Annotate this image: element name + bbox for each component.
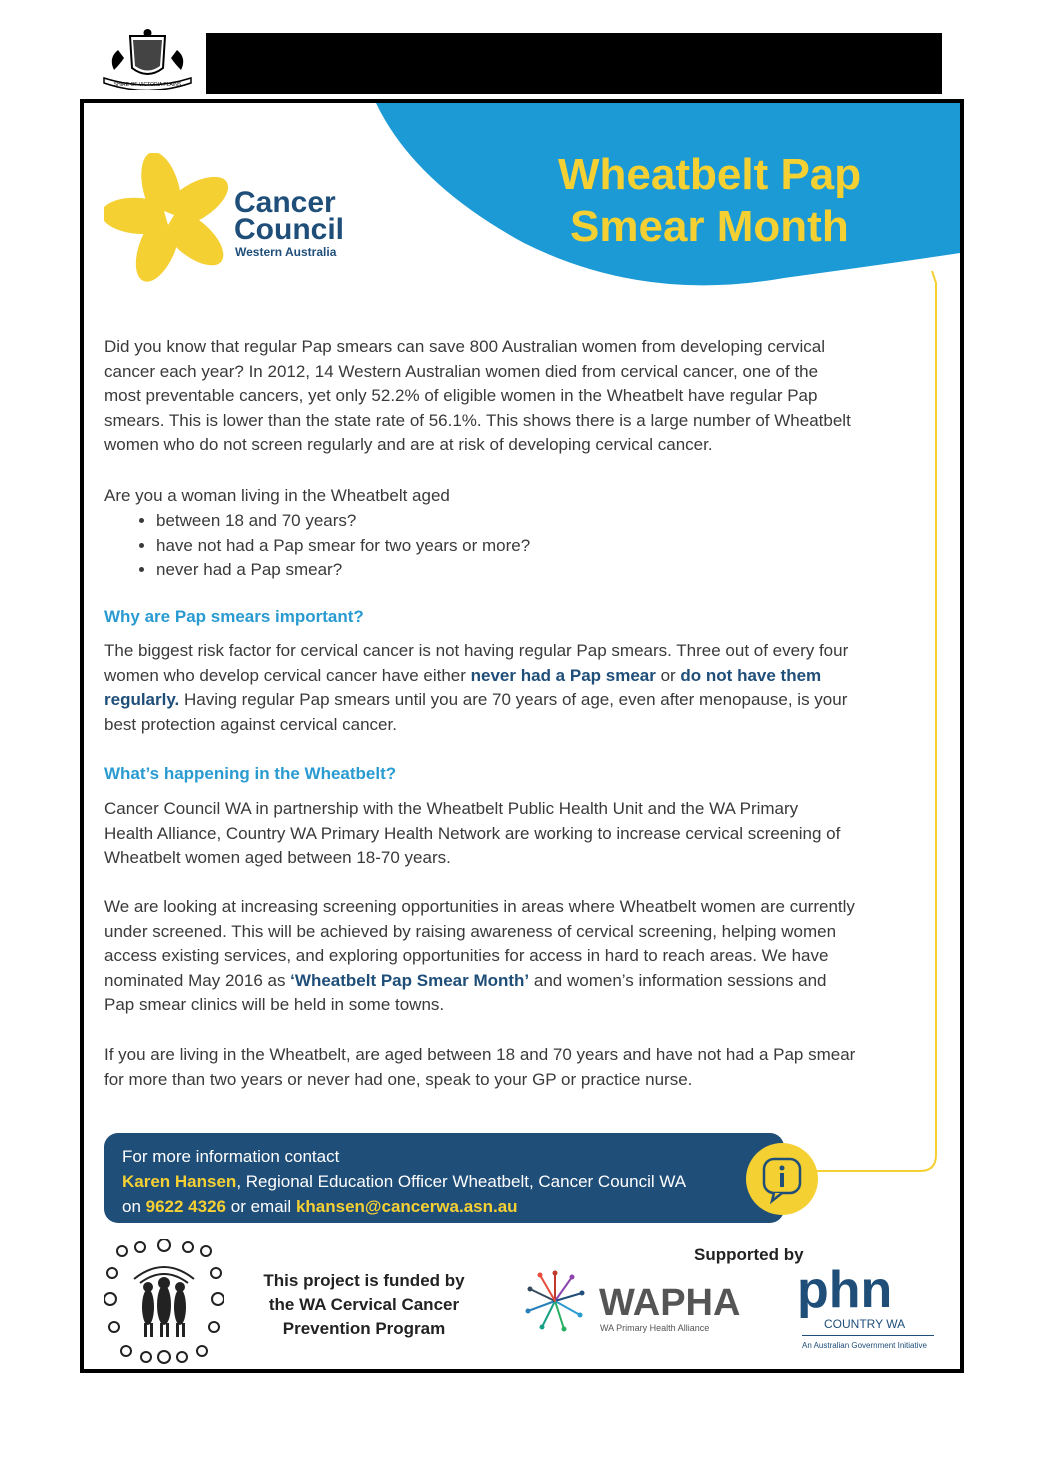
intro-paragraph <box>104 335 896 458</box>
text-line: The biggest risk factor for cervical cancer is not having regular Pap smears. Three out of every four <box>104 641 849 660</box>
emphasis-text: ‘Wheatbelt Pap Smear Month’ <box>290 970 530 990</box>
phn-initiative-text: An Australian Government Initiative <box>802 1341 927 1350</box>
logo-word-cancer: Cancer <box>234 186 336 219</box>
text-line: under screened. This will be achieved by raising awareness of cervical screening, helping women <box>104 921 837 941</box>
contact-name: Karen Hansen <box>122 1172 237 1191</box>
why-heading: Why are Pap smears important? <box>104 607 364 626</box>
text-segment: or <box>655 665 681 685</box>
text-line: for more than two years or never had one, speak to your GP or practice nurse. <box>104 1069 693 1089</box>
title-line-2: Smear Month <box>570 202 849 251</box>
text-line <box>104 664 896 689</box>
phn-logo-subtitle: COUNTRY WA <box>824 1317 906 1331</box>
text-line: This project is funded by <box>263 1271 465 1290</box>
text-segment: or email <box>226 1197 296 1216</box>
shire-crest-logo <box>100 28 195 90</box>
logo-subtitle: Western Australia <box>235 245 337 259</box>
crest-motto: SHIRE OF VICTORIA PLAINS <box>113 82 182 88</box>
contact-details-line <box>122 1195 518 1220</box>
phn-divider <box>802 1335 934 1336</box>
text-segment: and women’s information sessions and <box>529 970 827 990</box>
title-line-1: Wheatbelt Pap <box>558 150 862 199</box>
text-line: Cancer Council WA in partnership with the Wheatbelt Public Health Unit and the WA Primary <box>104 799 799 818</box>
contact-role: , Regional Education Officer Wheatbelt, Cancer Council WA <box>236 1172 687 1191</box>
redacted-header-bar <box>206 33 942 94</box>
text-segment: women who develop cervical cancer have either <box>104 665 471 685</box>
text-line: access existing services, and exploring opportunities for access in hard to reach areas. We have <box>104 946 829 965</box>
info-icon <box>744 1141 820 1217</box>
text-line: If you are living in the Wheatbelt, are aged between 18 and 70 years and have not had a Pap smear <box>104 1045 856 1064</box>
list-item: • have not had a Pap smear for two years or more? <box>156 534 530 559</box>
text-line: women who do not screen regularly and are at risk of developing cervical cancer. <box>104 435 713 454</box>
funding-statement <box>254 1269 474 1341</box>
contact-lead: For more information contact <box>122 1147 340 1166</box>
aboriginal-artwork-logo <box>104 1239 224 1365</box>
wapha-burst-icon <box>524 1269 586 1333</box>
list-item: • between 18 and 70 years? <box>156 509 530 534</box>
emphasis-text: never had a Pap smear <box>470 665 656 685</box>
happening-paragraph-3 <box>104 1043 896 1092</box>
daffodil-logo-icon <box>104 153 234 283</box>
emphasis-text: regularly. <box>104 690 180 709</box>
text-segment: Having regular Pap smears until you are 70 years of age, even after menopause, is your <box>179 690 848 709</box>
text-line <box>104 688 896 713</box>
text-line: smears. This is lower than the state rate of 56.1%. This shows there is a large number of Wheatbelt <box>104 410 851 430</box>
why-paragraph <box>104 639 896 737</box>
phn-logo-text: phn <box>797 1261 893 1319</box>
list-item: • never had a Pap smear? <box>156 558 530 583</box>
logo-word-council: Council <box>234 213 344 246</box>
text-line: Wheatbelt women aged between 18-70 years. <box>104 848 451 867</box>
wapha-logo-subtitle: WA Primary Health Alliance <box>600 1323 710 1333</box>
text-line: Prevention Program <box>282 1319 446 1338</box>
text-segment: on <box>122 1197 146 1216</box>
contact-name-line <box>122 1170 686 1195</box>
wapha-logo-text: WAPHA <box>599 1282 741 1324</box>
emphasis-text: do not have them <box>680 665 822 685</box>
text-line <box>104 969 896 994</box>
text-line: best protection against cervical cancer. <box>104 714 397 734</box>
contact-box <box>104 1133 784 1223</box>
eligibility-list <box>122 509 530 583</box>
contact-phone: 9622 4326 <box>145 1197 227 1216</box>
text-line: Health Alliance, Country WA Primary Health Network are working to increase cervical screening of <box>104 823 841 843</box>
happening-paragraph-1 <box>104 797 896 871</box>
text-line: the WA Cervical Cancer <box>268 1295 460 1314</box>
flyer-frame <box>80 99 964 1373</box>
text-line: most preventable cancers, yet only 52.2% of eligible women in the Wheatbelt have regular Pap <box>104 386 818 405</box>
contact-email-link[interactable]: khansen@cancerwa.asn.au <box>295 1197 518 1216</box>
text-line: We are looking at increasing screening opportunities in areas where Wheatbelt women are currently <box>104 897 855 916</box>
text-line: cancer each year? In 2012, 14 Western Australian women died from cervical cancer, one of the <box>104 361 819 381</box>
text-line: Did you know that regular Pap smears can save 800 Australian women from developing cervical <box>104 337 825 356</box>
happening-paragraph-2 <box>104 895 896 1018</box>
text-segment: nominated May 2016 as <box>104 970 291 990</box>
question-lead: Are you a woman living in the Wheatbelt aged <box>104 486 450 505</box>
supported-by-label: Supported by <box>694 1245 804 1264</box>
happening-heading: What’s happening in the Wheatbelt? <box>104 764 397 783</box>
text-line: Pap smear clinics will be held in some towns. <box>104 995 445 1014</box>
